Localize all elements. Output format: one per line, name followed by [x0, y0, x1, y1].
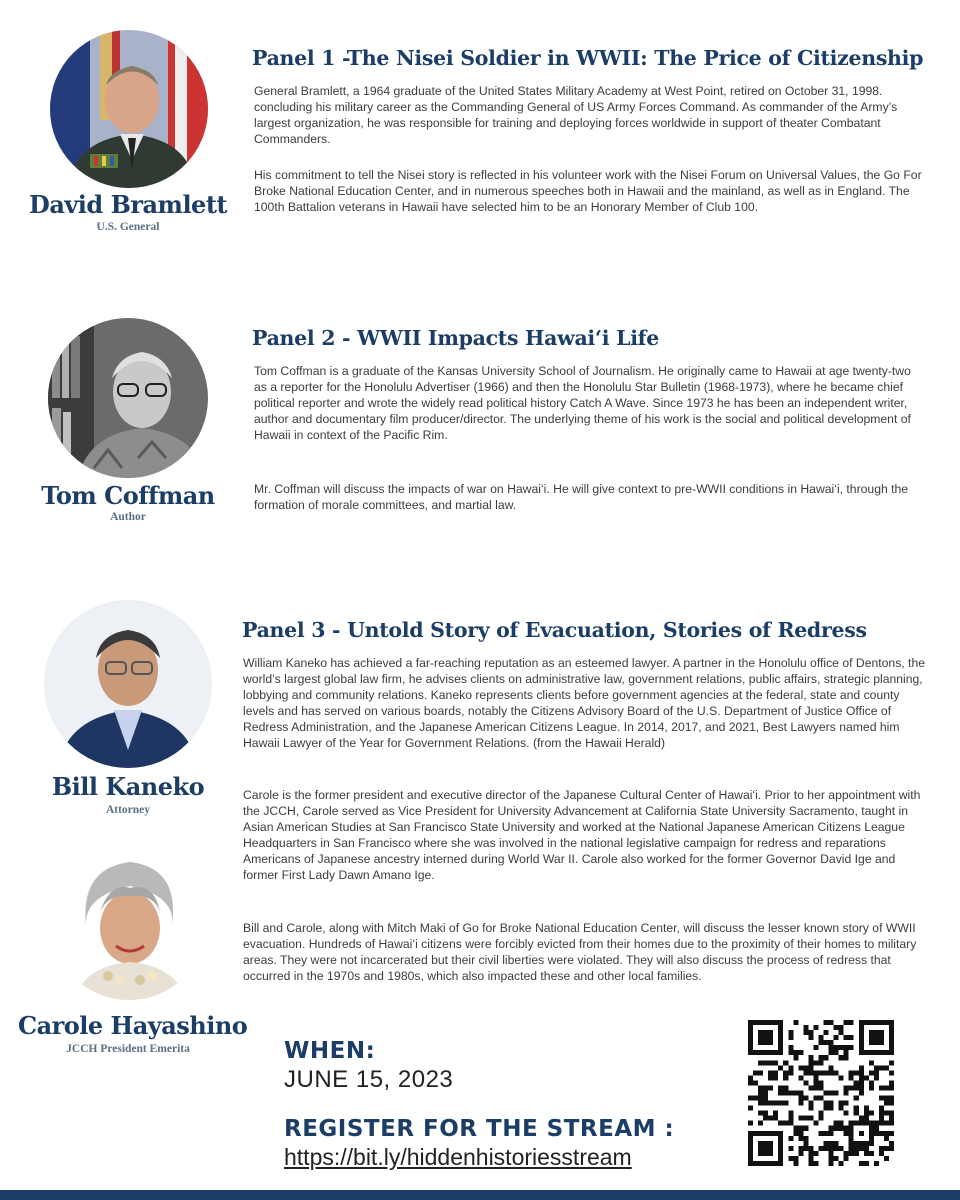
- event-date: JUNE 15, 2023: [284, 1066, 454, 1093]
- qr-code-icon[interactable]: [748, 1020, 894, 1166]
- speaker-name: David Bramlett: [29, 190, 227, 219]
- register-label: REGISTER FOR THE STREAM :: [284, 1116, 675, 1142]
- panel-paragraph: William Kaneko has achieved a far-reaching reputation as an esteemed lawyer. A partner in the Honolulu office of Dentons, the world’s largest global law firm, he advises clients on administrative law, government relations, public affairs, strategic planning, lobbying and community relations. Kaneko represents clients before government agencies at the federal, state and county levels and has served on various boards, notably the Citizens Advisory Board of the U.S. Department of Justice Office of Redress Administration, and the Japanese American Citizens League. In 2014, 2017, and 2021, Best Lawyers named him Hawaii Lawyer of the Year for Government Relations. (from the Hawaii Herald): [243, 656, 925, 750]
- when-label: WHEN:: [284, 1038, 376, 1064]
- speaker-name: Tom Coffman: [41, 481, 215, 510]
- panel-paragraph: Tom Coffman is a graduate of the Kansas University School of Journalism. He originally came to Hawaii at age twenty-two as a reporter for the Honolulu Advertiser (1966) and then the Honolulu Star Bulletin (1968-1973), where he became chief political reporter and wrote the widely read political history Catch A Wave. Since 1973 he has been an independent writer, author and documentary film producer/director. The underlying theme of his work is the social and political development of Hawaii in context of the Pacific Rim.: [254, 364, 911, 442]
- speaker-role: JCCH President Emerita: [66, 1043, 190, 1055]
- panel-paragraph: General Bramlett, a 1964 graduate of the United States Military Academy at West Point, retired on October 31, 1998. concluding his military career as the Commanding General of US Army Forces Command. As commander of the Army’s largest organization, he was responsible for training and deploying forces worldwide in support of theater Combatant Commanders.: [254, 84, 898, 146]
- photo-carole-hayashino: [50, 842, 208, 1000]
- panel-title: Panel 2 - WWII Impacts Hawai‘i Life: [252, 326, 659, 350]
- photo-tom-coffman: [48, 318, 208, 478]
- panel-paragraph: Mr. Coffman will discuss the impacts of war on Hawai‘i. He will give context to pre-WWII conditions in Hawai‘i, through the formation of morale committees, and martial law.: [254, 482, 909, 512]
- panel-title: Panel 3 - Untold Story of Evacuation, Stories of Redress: [242, 618, 867, 642]
- photo-bill-kaneko: [44, 600, 212, 768]
- footer-bar: [0, 1190, 960, 1200]
- speaker-role: Attorney: [105, 804, 151, 816]
- speaker-name: Carole Hayashino: [18, 1011, 248, 1040]
- register-link[interactable]: https://bit.ly/hiddenhistoriesstream: [284, 1144, 632, 1170]
- speaker-name: Bill Kaneko: [51, 772, 205, 801]
- speaker-role: Author: [110, 511, 146, 523]
- panel-paragraph: Bill and Carole, along with Mitch Maki of Go for Broke National Education Center, will discuss the lesser known story of WWII evacuation. Hundreds of Hawai‘i citizens were forcibly evicted from their homes due to the proximity of their homes to military areas. They were not incarcerated but their civil liberties were violated. They will also discuss the process of redress that occurred in the 1970s and 1980s, which also impacted these and other local families.: [243, 921, 917, 983]
- panel-paragraph: His commitment to tell the Nisei story is reflected in his volunteer work with the Nisei Forum on Universal Values, the Go For Broke National Education Center, and in numerous speeches both in Hawaii and the mainland, as well as in England. The 100th Battalion veterans in Hawaii have selected him to be an Honorary Member of Club 100.: [254, 168, 922, 214]
- panel-title: Panel 1 -The Nisei Soldier in WWII: The Price of Citizenship: [252, 46, 924, 70]
- photo-david-bramlett: [50, 30, 208, 188]
- panel-paragraph: Carole is the former president and executive director of the Japanese Cultural Center of Hawai‘i. Prior to her appointment with the JCCH, Carole served as Vice President for University Advancement at California State University Sacramento, taught in Asian American Studies at San Francisco State University and worked at the National Japanese American Citizens League Headquarters in San Francisco where she was involved in the national legislative campaign for redress and reparations Americans of Japanese ancestry interned during World War II. Carole also worked for the former Governor David Ige and former First Lady Dawn Amano Ige.: [243, 788, 921, 882]
- speaker-role: U.S. General: [96, 221, 160, 233]
